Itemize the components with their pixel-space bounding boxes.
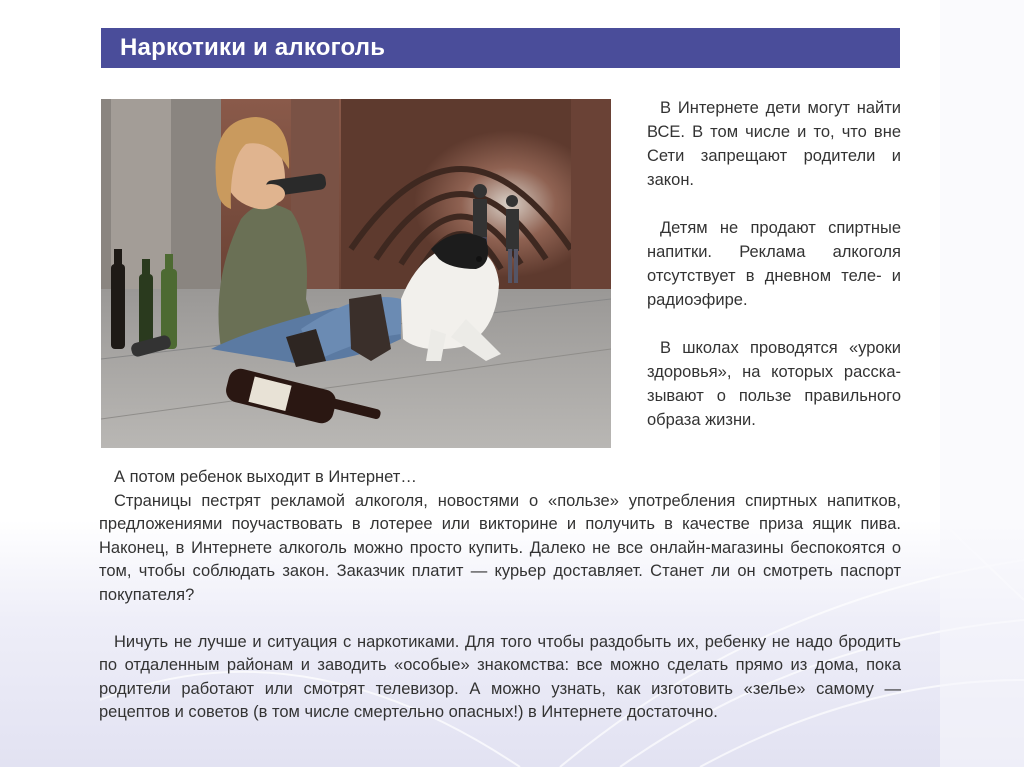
- main-paragraph-drugs: Ничуть не лучше и ситуация с наркотиками. Для того чтобы раздобыть их, ребенку не надо бродить по отдаленным районам и заводить «особые» знакомства: все можно сделать прямо из дома, пока родители работают или смотрят телевизор. А можно узнать, как изготовить «зелье» самому — рецептов и советов (в том числе смертельно опасных!) в Интернете достаточно.: [99, 632, 901, 722]
- page-title: Наркотики и алкоголь: [120, 34, 386, 61]
- sidebar-paragraph: В Интернете дети могут найти ВСЕ. В том числе и то, что вне Сети запрещают родители и закон.: [647, 99, 901, 189]
- sidebar-paragraph: В школах проводятся «уроки здоровья», на которых рассказывают о пользе правильного образа жизни.: [647, 339, 901, 429]
- sidebar-text-column: [647, 96, 901, 456]
- main-text-block: [99, 466, 901, 725]
- main-paragraph-alcohol: Страницы пестрят рекламой алкоголя, новостями о «пользе» употребления спиртных напитков, предложениями поучаствовать в лотерее или викторине и получить в качестве приза ящик пива. Наконец, в Интернете алкоголь можно просто купить. Далеко не все онлайн-магазины беспокоятся о том, чтобы соблюдать закон. Заказчик платит — курьер доставляет. Станет ли он смотреть паспорт покупателя?: [99, 491, 901, 604]
- main-paragraph-intro: А потом ребенок выходит в Интернет…: [114, 468, 417, 486]
- photo-girl-drinking-with-dog: [101, 99, 611, 448]
- sidebar-paragraph: Детям не продают спиртные напитки. Реклама алкоголя отсутствует в дневном теле- и радиоэфире.: [647, 219, 901, 309]
- title-bar: [101, 28, 900, 68]
